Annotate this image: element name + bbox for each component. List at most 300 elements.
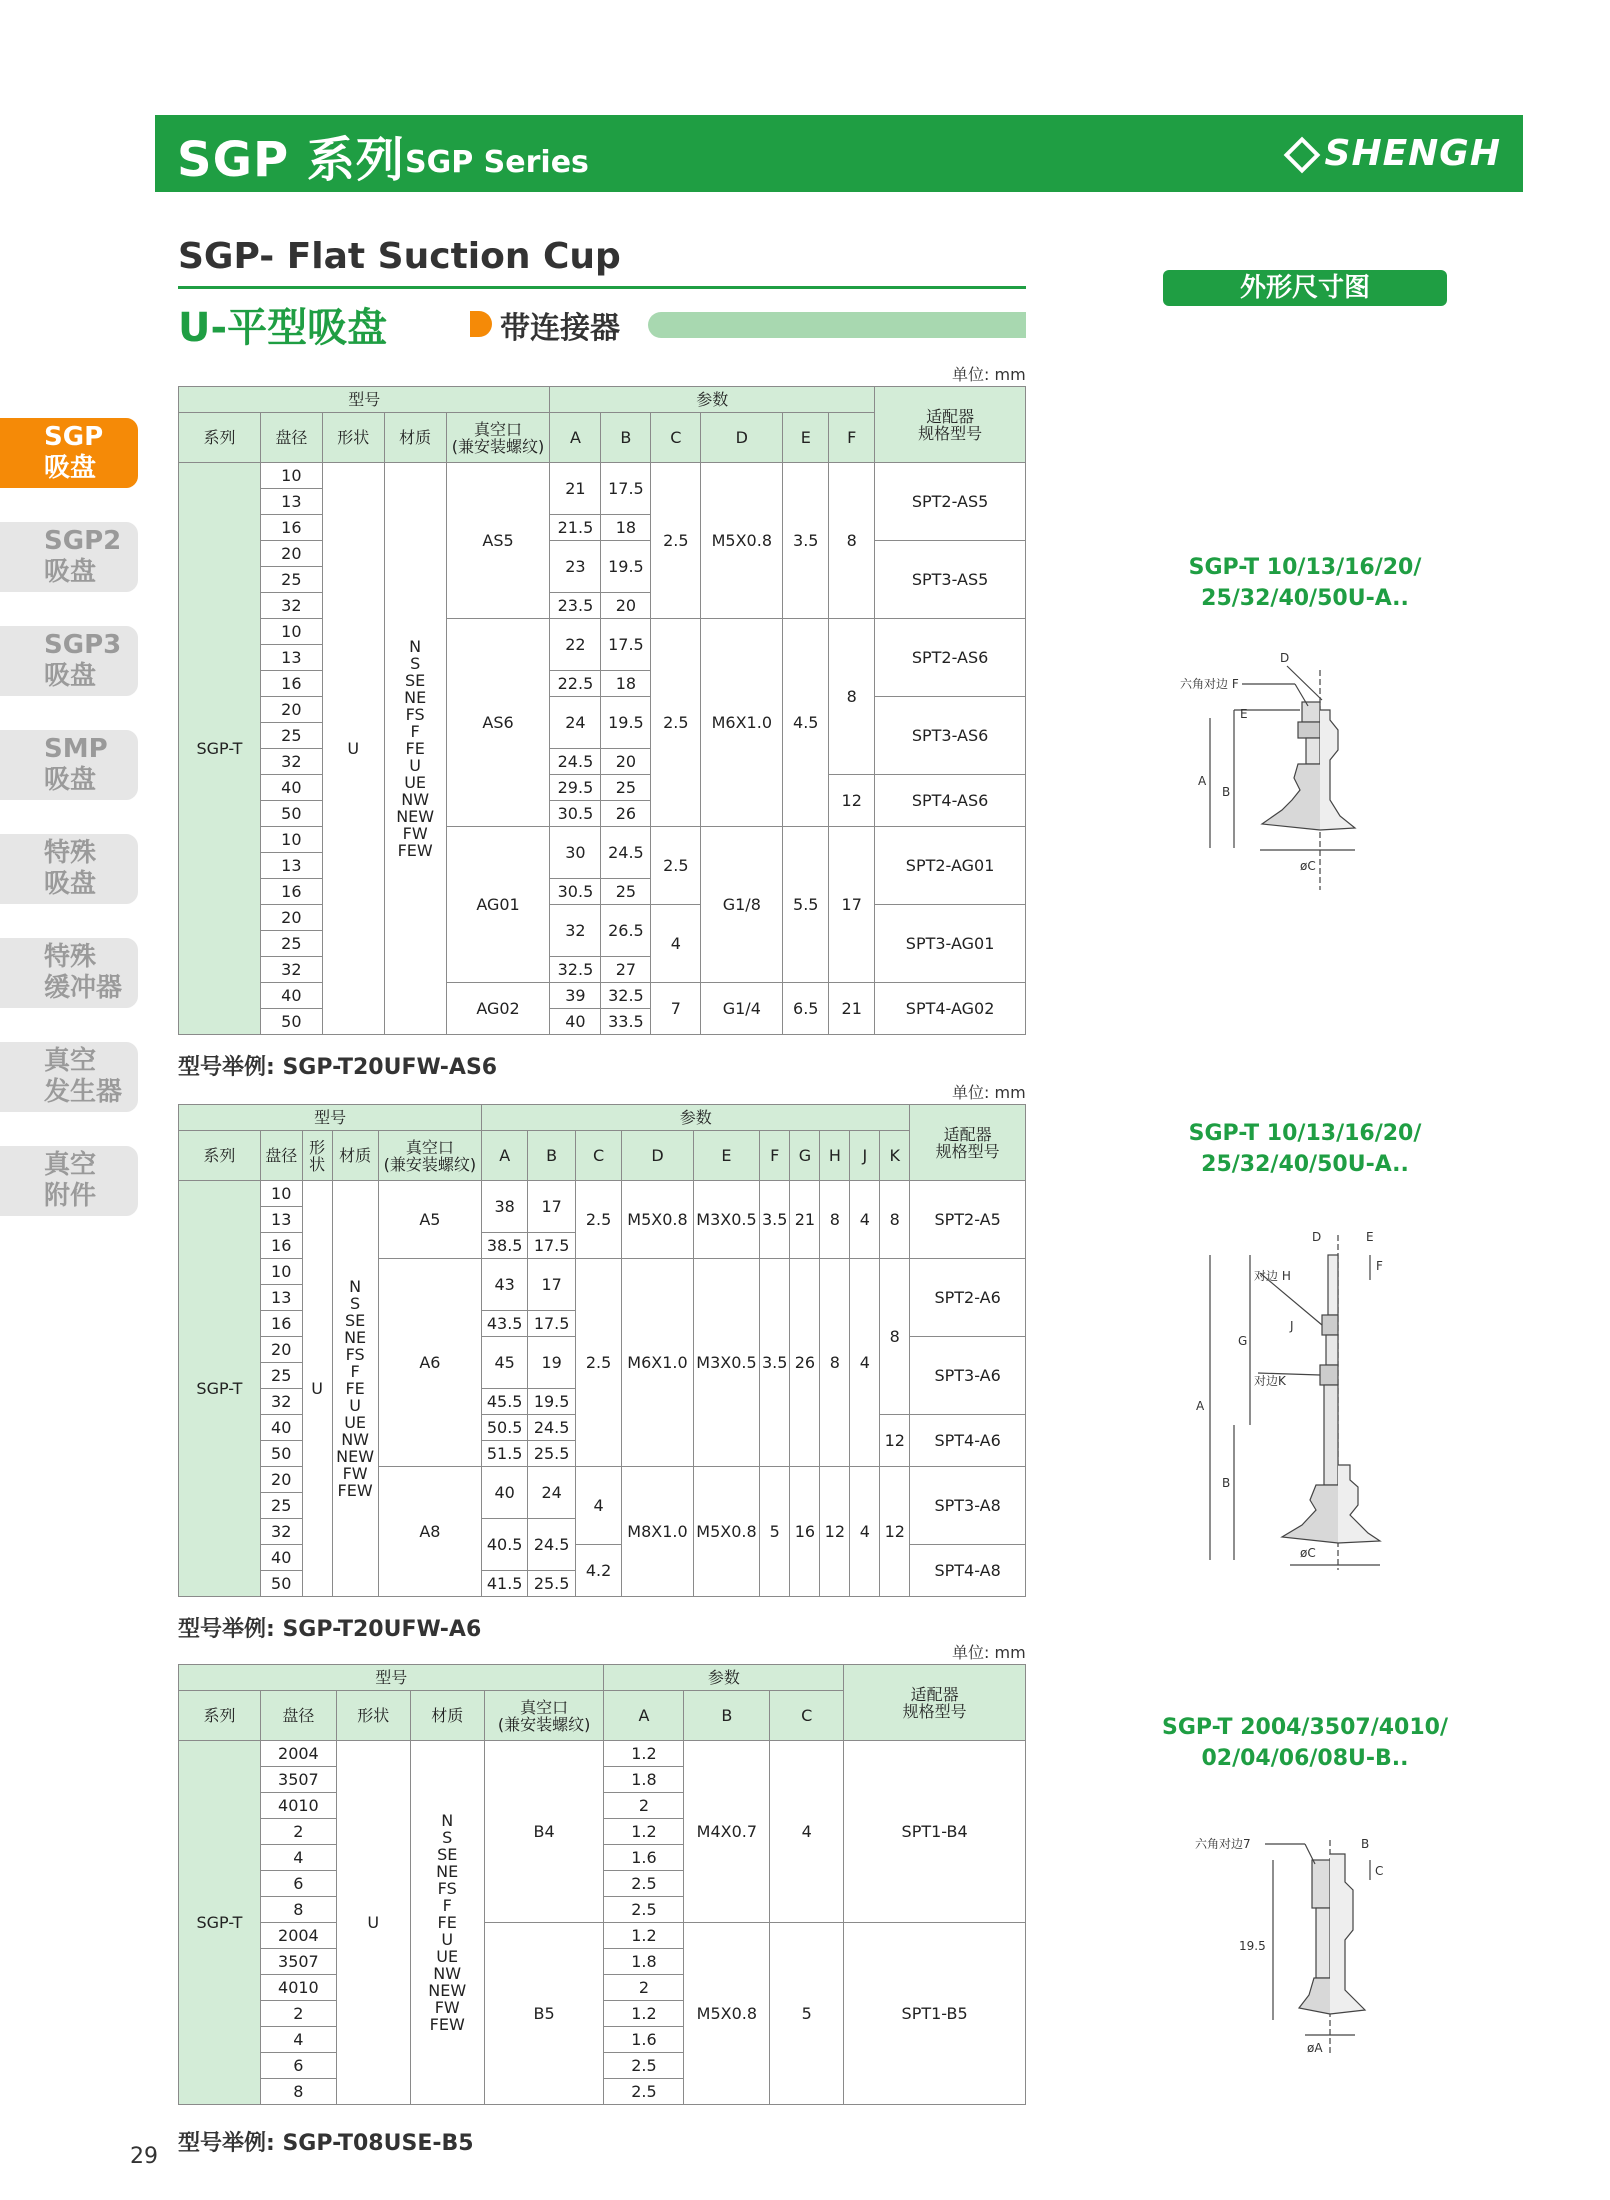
diameter-cell: 4010 bbox=[260, 1793, 336, 1819]
diameter-cell: 32 bbox=[260, 1519, 302, 1545]
diameter-cell: 2 bbox=[260, 1819, 336, 1845]
c-cell: 2.5 bbox=[576, 1259, 622, 1467]
diameter-cell: 40 bbox=[260, 1415, 302, 1441]
logo-diamond-icon bbox=[1283, 137, 1320, 174]
diameter-cell: 2004 bbox=[260, 1923, 336, 1949]
port-cell: AG02 bbox=[446, 983, 550, 1035]
figure-label-line: 02/04/06/08U-B.. bbox=[1201, 1746, 1409, 1771]
d-cell: G1/8 bbox=[701, 827, 783, 983]
diameter-cell: 16 bbox=[260, 879, 322, 905]
material-item: SE bbox=[344, 1311, 366, 1330]
e-cell: 3.5 bbox=[783, 463, 829, 619]
adapter-cell: SPT4-AS6 bbox=[875, 775, 1026, 827]
material-cell bbox=[384, 463, 446, 1035]
adapter-sub-label: 规格型号 bbox=[902, 1701, 967, 1721]
logo-text: SHENGH bbox=[1324, 133, 1501, 174]
b-cell: 19 bbox=[528, 1337, 576, 1389]
tab-label: 附件 bbox=[44, 1181, 97, 1211]
tab-label: SMP bbox=[44, 734, 108, 764]
adapter-sub-label: 规格型号 bbox=[918, 423, 983, 443]
diameter-cell: 13 bbox=[260, 1285, 302, 1311]
a-cell: 38 bbox=[482, 1181, 528, 1233]
port-label: 真空口 bbox=[405, 1137, 454, 1157]
diameter-cell: 40 bbox=[260, 983, 322, 1009]
col-vacuum-port bbox=[446, 413, 550, 463]
connector-bar bbox=[648, 312, 1026, 338]
figure-2-b-label: B bbox=[1222, 1476, 1231, 1490]
figure-3-c-label: C bbox=[1375, 1864, 1384, 1878]
port-cell: B5 bbox=[484, 1923, 604, 2105]
col-j: J bbox=[850, 1131, 880, 1181]
col-e: E bbox=[693, 1131, 759, 1181]
h-cell: 8 bbox=[820, 1181, 850, 1259]
a-cell: 1.2 bbox=[604, 1741, 684, 1767]
diameter-cell: 8 bbox=[260, 2079, 336, 2105]
group-model: 型号 bbox=[179, 387, 550, 413]
material-cell bbox=[332, 1181, 378, 1597]
adapter-cell: SPT2-A5 bbox=[910, 1181, 1026, 1259]
e-cell: 6.5 bbox=[783, 983, 829, 1035]
col-series: 系列 bbox=[179, 1691, 261, 1741]
a-cell: 43.5 bbox=[482, 1311, 528, 1337]
b-cell: 17 bbox=[528, 1259, 576, 1311]
a-cell: 2.5 bbox=[604, 1897, 684, 1923]
diameter-cell: 25 bbox=[260, 723, 322, 749]
a-cell: 21 bbox=[550, 463, 601, 515]
material-item: NEW bbox=[396, 807, 435, 826]
side-tab-special-cup[interactable] bbox=[0, 834, 138, 904]
diameter-cell: 2 bbox=[260, 2001, 336, 2027]
material-item: F bbox=[442, 1896, 452, 1915]
a-cell: 23 bbox=[550, 541, 601, 593]
diameter-cell: 32 bbox=[260, 957, 322, 983]
material-item: FS bbox=[405, 705, 425, 724]
col-material: 材质 bbox=[410, 1691, 484, 1741]
a-cell: 1.2 bbox=[604, 2001, 684, 2027]
j-cell: 4 bbox=[850, 1181, 880, 1259]
d-cell: M5X0.8 bbox=[622, 1181, 694, 1259]
a-cell: 22 bbox=[550, 619, 601, 671]
col-a: A bbox=[482, 1131, 528, 1181]
b-cell: 20 bbox=[601, 749, 651, 775]
connector-label: 带连接器 bbox=[500, 311, 620, 346]
b-cell: M5X0.8 bbox=[684, 1923, 770, 2105]
header-bar bbox=[155, 115, 1523, 192]
e-cell: M3X0.5 bbox=[693, 1259, 759, 1467]
g-cell: 16 bbox=[790, 1467, 820, 1597]
b-cell: 33.5 bbox=[601, 1009, 651, 1035]
diameter-cell: 40 bbox=[260, 1545, 302, 1571]
port-sub-label: (兼安装螺纹) bbox=[451, 436, 545, 456]
f-cell: 3.5 bbox=[759, 1259, 789, 1467]
material-item: UE bbox=[404, 773, 427, 792]
diameter-cell: 10 bbox=[260, 463, 322, 489]
material-item: U bbox=[409, 756, 421, 775]
tab-label: 真空 bbox=[44, 1150, 97, 1180]
a-cell: 2 bbox=[604, 1975, 684, 2001]
figure-3-b-label: B bbox=[1361, 1837, 1370, 1851]
g-cell: 21 bbox=[790, 1181, 820, 1259]
a-cell: 1.8 bbox=[604, 1949, 684, 1975]
material-cell bbox=[410, 1741, 484, 2105]
b-cell: 24.5 bbox=[601, 827, 651, 879]
figure-3-a-label: øA bbox=[1307, 2041, 1323, 2055]
material-item: NW bbox=[401, 790, 430, 809]
material-item: FE bbox=[345, 1379, 365, 1398]
col-b: B bbox=[601, 413, 651, 463]
tab-label: 吸盘 bbox=[44, 557, 97, 587]
shape-cell: U bbox=[322, 463, 384, 1035]
material-item: FE bbox=[437, 1913, 457, 1932]
a-cell: 1.6 bbox=[604, 2027, 684, 2053]
col-a: A bbox=[550, 413, 601, 463]
port-sub-label: (兼安装螺纹) bbox=[497, 1714, 591, 1734]
adapter-cell: SPT3-AG01 bbox=[875, 905, 1026, 983]
tab-label: 缓冲器 bbox=[44, 973, 123, 1003]
d-cell: M8X1.0 bbox=[622, 1467, 694, 1597]
e-cell: 4.5 bbox=[783, 619, 829, 827]
figure-2-c-label: øC bbox=[1300, 1546, 1316, 1560]
diameter-cell: 50 bbox=[260, 1009, 322, 1035]
col-diameter: 盘径 bbox=[260, 1131, 302, 1181]
diameter-cell: 10 bbox=[260, 1181, 302, 1207]
tab-label: SGP bbox=[44, 422, 104, 452]
port-cell: AS5 bbox=[446, 463, 550, 619]
col-f: F bbox=[759, 1131, 789, 1181]
b-cell: 25 bbox=[601, 879, 651, 905]
b-cell: 32.5 bbox=[601, 983, 651, 1009]
a-cell: 38.5 bbox=[482, 1233, 528, 1259]
a-cell: 30.5 bbox=[550, 801, 601, 827]
diameter-cell: 2004 bbox=[260, 1741, 336, 1767]
model-example-1: 型号举例: SGP-T20UFW-AS6 bbox=[178, 1055, 498, 1080]
d-cell: M5X0.8 bbox=[701, 463, 783, 619]
adapter-cell: SPT3-A6 bbox=[910, 1337, 1026, 1415]
a-cell: 40 bbox=[550, 1009, 601, 1035]
tab-label: SGP2 bbox=[44, 526, 122, 556]
group-params: 参数 bbox=[604, 1665, 844, 1691]
b-cell: 17 bbox=[528, 1181, 576, 1233]
figure-1-c-label: øC bbox=[1300, 859, 1316, 873]
col-adapter bbox=[875, 387, 1026, 463]
b-cell: 24.5 bbox=[528, 1519, 576, 1571]
tab-label: 真空 bbox=[44, 1046, 97, 1076]
figure-1-hex-label: 六角对边 F bbox=[1180, 677, 1239, 691]
tab-label: 特殊 bbox=[44, 942, 97, 972]
material-item: U bbox=[349, 1396, 361, 1415]
col-a: A bbox=[604, 1691, 684, 1741]
b-cell: 17.5 bbox=[601, 619, 651, 671]
a-cell: 2.5 bbox=[604, 1871, 684, 1897]
series-subtitle: SGP Series bbox=[405, 145, 589, 180]
c-cell: 4 bbox=[576, 1467, 622, 1545]
a-cell: 50.5 bbox=[482, 1415, 528, 1441]
b-cell: M4X0.7 bbox=[684, 1741, 770, 1923]
diameter-cell: 50 bbox=[260, 801, 322, 827]
material-item: NE bbox=[436, 1862, 459, 1881]
model-example-3: 型号举例: SGP-T08USE-B5 bbox=[178, 2131, 474, 2156]
figure-1-d-label: D bbox=[1280, 651, 1290, 665]
diameter-cell: 3507 bbox=[260, 1949, 336, 1975]
b-cell: 19.5 bbox=[601, 541, 651, 593]
k-cell: 8 bbox=[880, 1181, 910, 1259]
suction-cup-drawing-2 bbox=[1190, 1225, 1420, 1575]
diameter-cell: 40 bbox=[260, 775, 322, 801]
port-cell: B4 bbox=[484, 1741, 604, 1923]
diameter-cell: 3507 bbox=[260, 1767, 336, 1793]
tab-label: 特殊 bbox=[44, 838, 97, 868]
figure-label-line: SGP-T 2004/3507/4010/ bbox=[1162, 1715, 1448, 1740]
figure-label-line: 25/32/40/50U-A.. bbox=[1201, 1152, 1409, 1177]
c-cell: 2.5 bbox=[651, 827, 701, 905]
a-cell: 1.6 bbox=[604, 1845, 684, 1871]
figure-2-f-label: F bbox=[1376, 1259, 1383, 1273]
d-cell: G1/4 bbox=[701, 983, 783, 1035]
c-cell: 7 bbox=[651, 983, 701, 1035]
adapter-cell: SPT1-B4 bbox=[844, 1741, 1026, 1923]
diameter-cell: 13 bbox=[260, 489, 322, 515]
side-tab-smp[interactable] bbox=[0, 730, 138, 800]
port-cell: AG01 bbox=[446, 827, 550, 983]
unit-label: 单位: mm bbox=[952, 1083, 1026, 1102]
figure-2-d-label: D bbox=[1312, 1230, 1322, 1244]
material-item: FW bbox=[434, 1998, 460, 2017]
figure-2-e-label: E bbox=[1366, 1230, 1374, 1244]
diameter-cell: 20 bbox=[260, 541, 322, 567]
adapter-cell: SPT3-AS6 bbox=[875, 697, 1026, 775]
b-cell: 24.5 bbox=[528, 1415, 576, 1441]
material-item: U bbox=[441, 1930, 454, 1949]
adapter-cell: SPT4-AG02 bbox=[875, 983, 1026, 1035]
col-diameter: 盘径 bbox=[260, 1691, 336, 1741]
figure-label-line: 25/32/40/50U-A.. bbox=[1201, 586, 1409, 611]
diameter-cell: 20 bbox=[260, 697, 322, 723]
group-params: 参数 bbox=[550, 387, 875, 413]
f-cell: 5 bbox=[759, 1467, 789, 1597]
figure-1-label bbox=[1155, 552, 1455, 614]
group-model: 型号 bbox=[179, 1665, 604, 1691]
c-cell: 5 bbox=[770, 1923, 844, 2105]
col-vacuum-port bbox=[484, 1691, 604, 1741]
diameter-cell: 10 bbox=[260, 827, 322, 853]
side-tab-special-buffer[interactable] bbox=[0, 938, 138, 1008]
figure-2-a-label: A bbox=[1196, 1399, 1205, 1413]
material-item: N bbox=[409, 637, 422, 656]
material-item: F bbox=[410, 722, 420, 741]
page-number: 29 bbox=[130, 2144, 158, 2169]
figure-1-b-label: B bbox=[1222, 785, 1231, 799]
section-divider bbox=[178, 286, 1026, 289]
material-item: F bbox=[350, 1362, 360, 1381]
diameter-cell: 50 bbox=[260, 1441, 302, 1467]
f-cell: 21 bbox=[829, 983, 875, 1035]
col-d: D bbox=[622, 1131, 694, 1181]
unit-label: 单位: mm bbox=[952, 365, 1026, 384]
tab-label: SGP3 bbox=[44, 630, 122, 660]
b-cell: 17.5 bbox=[528, 1311, 576, 1337]
h-cell: 8 bbox=[820, 1259, 850, 1467]
diameter-cell: 16 bbox=[260, 1233, 302, 1259]
figure-3-h-label: 19.5 bbox=[1239, 1939, 1266, 1953]
e-cell: M5X0.8 bbox=[693, 1467, 759, 1597]
col-k: K bbox=[880, 1131, 910, 1181]
side-tab-vacuum-generator[interactable] bbox=[0, 1042, 138, 1112]
col-f: F bbox=[829, 413, 875, 463]
a-cell: 32.5 bbox=[550, 957, 601, 983]
c-cell: 2.5 bbox=[651, 619, 701, 827]
port-cell: A8 bbox=[378, 1467, 482, 1597]
diameter-cell: 16 bbox=[260, 515, 322, 541]
a-cell: 30 bbox=[550, 827, 601, 879]
b-cell: 19.5 bbox=[528, 1389, 576, 1415]
a-cell: 2 bbox=[604, 1793, 684, 1819]
col-e: E bbox=[783, 413, 829, 463]
material-item: FE bbox=[405, 739, 425, 758]
brand-logo bbox=[1289, 133, 1501, 174]
side-tab-sgp[interactable] bbox=[0, 418, 138, 488]
col-series: 系列 bbox=[179, 1131, 261, 1181]
port-cell: AS6 bbox=[446, 619, 550, 827]
col-c: C bbox=[576, 1131, 622, 1181]
material-item: NE bbox=[344, 1328, 367, 1347]
a-cell: 1.2 bbox=[604, 1923, 684, 1949]
spec-table-1 bbox=[178, 386, 1026, 1035]
diameter-cell: 16 bbox=[260, 1311, 302, 1337]
a-cell: 1.8 bbox=[604, 1767, 684, 1793]
b-cell: 26 bbox=[601, 801, 651, 827]
f-cell: 8 bbox=[829, 463, 875, 619]
c-cell: 2.5 bbox=[651, 463, 701, 619]
a-cell: 39 bbox=[550, 983, 601, 1009]
e-cell: M3X0.5 bbox=[693, 1181, 759, 1259]
a-cell: 24.5 bbox=[550, 749, 601, 775]
diameter-cell: 25 bbox=[260, 1493, 302, 1519]
diameter-cell: 32 bbox=[260, 749, 322, 775]
diameter-cell: 32 bbox=[260, 593, 322, 619]
dimension-drawing-title: 外形尺寸图 bbox=[1163, 270, 1447, 306]
adapter-cell: SPT4-A6 bbox=[910, 1415, 1026, 1467]
figure-2-j-label: J bbox=[1290, 1319, 1294, 1333]
diameter-cell: 8 bbox=[260, 1897, 336, 1923]
section-title-en: SGP- Flat Suction Cup bbox=[178, 236, 621, 277]
shape-cell: U bbox=[302, 1181, 332, 1597]
series-cell: SGP-T bbox=[179, 1741, 261, 2105]
figure-label-line: SGP-T 10/13/16/20/ bbox=[1188, 555, 1422, 580]
col-g: G bbox=[790, 1131, 820, 1181]
j-cell: 4 bbox=[850, 1467, 880, 1597]
figure-2-h-label: 对边 H bbox=[1254, 1269, 1291, 1283]
a-cell: 30.5 bbox=[550, 879, 601, 905]
k-cell: 12 bbox=[880, 1467, 910, 1597]
d-cell: M6X1.0 bbox=[622, 1259, 694, 1467]
a-cell: 43 bbox=[482, 1259, 528, 1311]
material-item: S bbox=[410, 654, 421, 673]
adapter-label: 适配器 bbox=[910, 1684, 959, 1704]
f-cell: 17 bbox=[829, 827, 875, 983]
figure-3-hex-label: 六角对边7 bbox=[1195, 1837, 1251, 1851]
e-cell: 5.5 bbox=[783, 827, 829, 983]
k-cell: 12 bbox=[880, 1415, 910, 1467]
tab-label: 发生器 bbox=[44, 1077, 123, 1107]
col-series: 系列 bbox=[179, 413, 261, 463]
b-cell: 20 bbox=[601, 593, 651, 619]
a-cell: 51.5 bbox=[482, 1441, 528, 1467]
b-cell: 17.5 bbox=[528, 1233, 576, 1259]
b-cell: 17.5 bbox=[601, 463, 651, 515]
material-item: UE bbox=[344, 1413, 367, 1432]
shape-cell: U bbox=[336, 1741, 410, 2105]
side-tab-sgp3[interactable] bbox=[0, 626, 138, 696]
tab-label: 吸盘 bbox=[44, 661, 97, 691]
a-cell: 2.5 bbox=[604, 2079, 684, 2105]
adapter-cell: SPT2-AG01 bbox=[875, 827, 1026, 905]
adapter-label: 适配器 bbox=[926, 406, 975, 426]
series-title: SGP 系列 bbox=[177, 132, 405, 188]
material-item: S bbox=[442, 1828, 453, 1847]
side-tab-vacuum-accessory[interactable] bbox=[0, 1146, 138, 1216]
c-cell: 2.5 bbox=[576, 1181, 622, 1259]
adapter-cell: SPT2-AS6 bbox=[875, 619, 1026, 697]
col-c: C bbox=[770, 1691, 844, 1741]
material-item: FW bbox=[342, 1464, 368, 1483]
d-cell: M6X1.0 bbox=[701, 619, 783, 827]
diameter-cell: 6 bbox=[260, 2053, 336, 2079]
model-example-2: 型号举例: SGP-T20UFW-A6 bbox=[178, 1617, 482, 1642]
adapter-sub-label: 规格型号 bbox=[935, 1141, 1000, 1161]
a-cell: 45 bbox=[482, 1337, 528, 1389]
b-cell: 25.5 bbox=[528, 1571, 576, 1597]
a-cell: 22.5 bbox=[550, 671, 601, 697]
a-cell: 1.2 bbox=[604, 1819, 684, 1845]
diameter-cell: 20 bbox=[260, 905, 322, 931]
diameter-cell: 32 bbox=[260, 1389, 302, 1415]
b-cell: 18 bbox=[601, 515, 651, 541]
a-cell: 32 bbox=[550, 905, 601, 957]
a-cell: 45.5 bbox=[482, 1389, 528, 1415]
port-label: 真空口 bbox=[520, 1697, 569, 1717]
a-cell: 24 bbox=[550, 697, 601, 749]
adapter-cell: SPT3-AS5 bbox=[875, 541, 1026, 619]
col-adapter bbox=[844, 1665, 1026, 1741]
diameter-cell: 10 bbox=[260, 1259, 302, 1285]
tab-label: 吸盘 bbox=[44, 765, 97, 795]
figure-2-k-label: 对边K bbox=[1254, 1374, 1286, 1388]
diameter-cell: 6 bbox=[260, 1871, 336, 1897]
material-item: FEW bbox=[397, 841, 433, 860]
a-cell: 23.5 bbox=[550, 593, 601, 619]
col-material: 材质 bbox=[332, 1131, 378, 1181]
section-title-cn: U-平型吸盘 bbox=[178, 305, 388, 351]
material-item: NE bbox=[404, 688, 427, 707]
col-b: B bbox=[684, 1691, 770, 1741]
b-cell: 27 bbox=[601, 957, 651, 983]
col-b: B bbox=[528, 1131, 576, 1181]
side-tab-sgp2[interactable] bbox=[0, 522, 138, 592]
diameter-cell: 20 bbox=[260, 1337, 302, 1363]
diameter-cell: 13 bbox=[260, 853, 322, 879]
a-cell: 40 bbox=[482, 1467, 528, 1519]
c-cell: 4 bbox=[770, 1741, 844, 1923]
material-item: FS bbox=[345, 1345, 365, 1364]
spec-table-2 bbox=[178, 1104, 1026, 1597]
figure-label-line: SGP-T 10/13/16/20/ bbox=[1188, 1121, 1422, 1146]
adapter-cell: SPT1-B5 bbox=[844, 1923, 1026, 2105]
b-cell: 24 bbox=[528, 1467, 576, 1519]
diameter-cell: 13 bbox=[260, 1207, 302, 1233]
col-vacuum-port bbox=[378, 1131, 482, 1181]
port-label: 真空口 bbox=[474, 419, 523, 439]
connector-marker-icon bbox=[470, 311, 492, 337]
